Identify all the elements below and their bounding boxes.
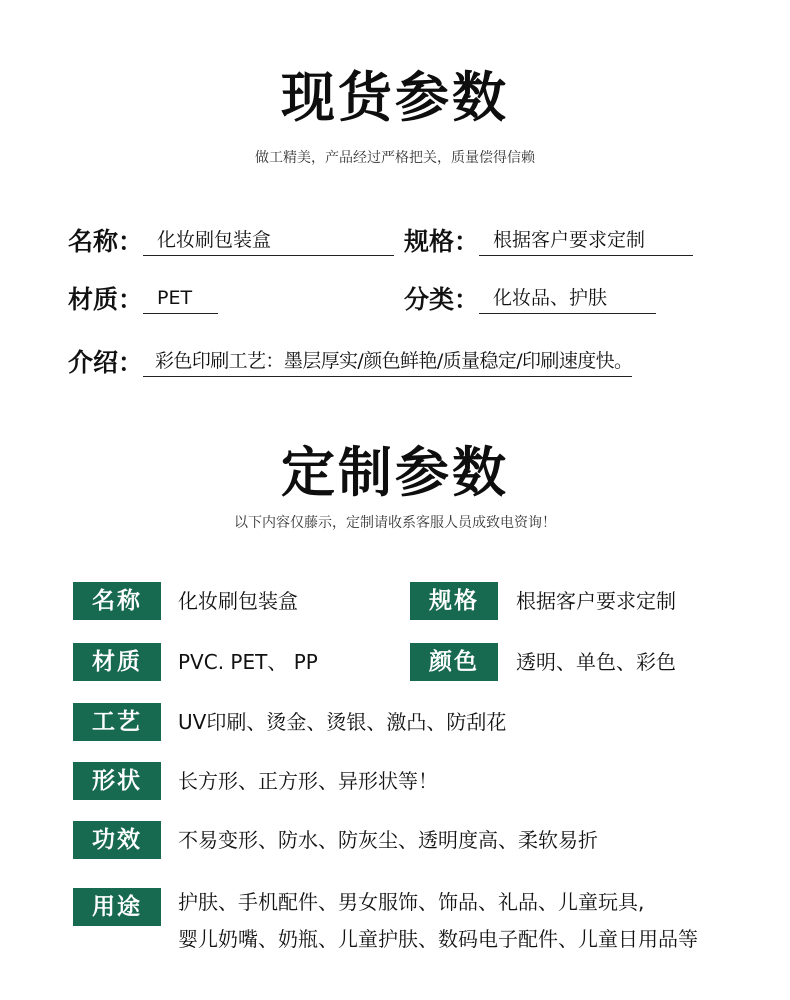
stock-param-intro: [68, 347, 632, 379]
stock-param-label: 介绍：: [68, 348, 144, 377]
stock-param-label: 名称：: [68, 227, 144, 256]
stock-param-category: [404, 284, 656, 316]
custom-param-label: 用途: [73, 888, 161, 926]
custom-param-label: 颜色: [410, 643, 498, 681]
stock-subtitle: 做工精美，产品经过严格把关，质量偿得信赖: [255, 150, 535, 166]
stock-param-value: 彩色印刷工艺：墨层厚实/颜色鲜艳/质量稳定/印刷速度快。: [143, 348, 632, 377]
custom-param-value: 化妆刷包装盒: [178, 589, 298, 613]
custom-param-value: 根据客户要求定制: [516, 589, 676, 613]
stock-param-value: 化妆品、护肤: [479, 285, 656, 314]
custom-param-label: 名称: [73, 582, 161, 620]
stock-param-material: [68, 284, 218, 316]
stock-param-value: PET: [143, 285, 218, 314]
stock-param-value: 化妆刷包装盒: [143, 227, 394, 256]
custom-param-label: 材质: [73, 643, 161, 681]
custom-param-label: 功效: [73, 821, 161, 859]
custom-param-value: 不易变形、防水、防灰尘、透明度高、柔软易折: [178, 828, 598, 852]
custom-param-value: 护肤、手机配件、男女服饰、饰品、礼品、儿童玩具,: [178, 890, 645, 914]
stock-param-label: 规格：: [404, 227, 480, 256]
stock-param-name: [68, 226, 394, 258]
custom-param-label: 工艺: [73, 703, 161, 741]
stock-title: 现货参数: [281, 66, 509, 129]
stock-param-label: 分类：: [404, 285, 480, 314]
stock-param-label: 材质：: [68, 285, 144, 314]
custom-param-value: UV印刷、烫金、烫银、激凸、防刮花: [178, 710, 507, 734]
custom-param-value: 透明、单色、彩色: [516, 650, 676, 674]
custom-param-label: 形状: [73, 762, 161, 800]
custom-param-label: 规格: [410, 582, 498, 620]
custom-param-value: PVC. PET、 PP: [178, 650, 318, 674]
custom-subtitle: 以下内容仅藤示，定制请收系客服人员成致电资询！: [234, 515, 556, 531]
stock-param-value: 根据客户要求定制: [479, 227, 693, 256]
custom-title: 定制参数: [281, 441, 509, 504]
custom-param-value: 长方形、正方形、异形状等！: [178, 769, 438, 793]
stock-param-spec: [404, 226, 693, 258]
custom-param-value-line2: 婴儿奶嘴、奶瓶、儿童护肤、数码电子配件、儿童日用品等: [178, 927, 698, 951]
